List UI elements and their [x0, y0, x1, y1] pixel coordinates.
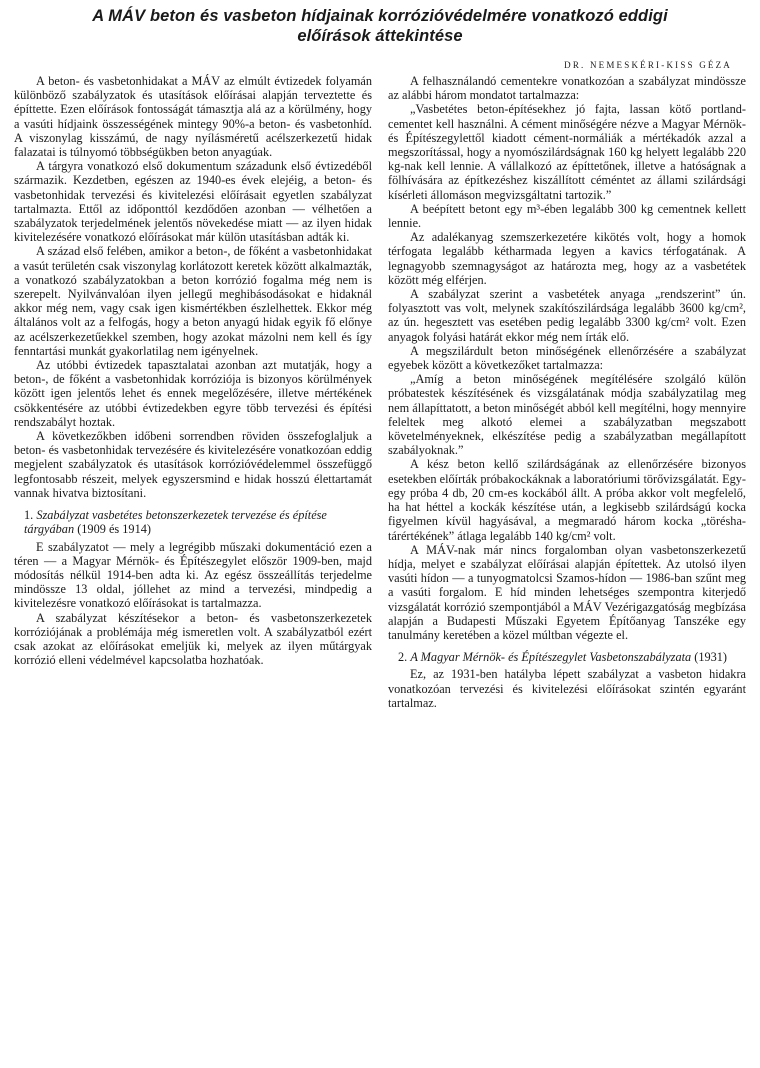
- section-heading-2: [388, 650, 746, 664]
- author-byline: DR. NEMESKÉRI-KISS GÉZA: [564, 60, 732, 70]
- paragraph: A MÁV-nak már nincs forgalomban olyan vasbetonszerkezetű hídja, melyet e szabályzat előírásai alapján építettek. Az utolsó ilyen vasúti hídon — a tunyogmatolcsi Szamos-hídon — 1986-ban szűnt meg a vasúti forgalom. E híd minden lehetséges szempontra kiterjedő vizsgálatát korrózió szempontjából a MÁV Vezérigazgatóság megbízása alapján a Budapesti Műszaki Egyetem Építőanyag Tanszéke egy tanulmány keretében a közel múltban végezte el.: [388, 542, 746, 642]
- left-column: [6, 74, 372, 710]
- right-column: [388, 74, 754, 710]
- paragraph: A beton- és vasbetonhidakat a MÁV az elmúlt évtizedek folyamán különböző szabályzatok és utasítások előírásai alapján terveztette és építtette. Ezen előírások fontosságát támasztja alá az a körülmény, hogy a vasúti hídjaink összességének mintegy 90%-a beton- és vasbetonhíd. A viszonylag kisszámú, de nagy nyílásméretű acélszerkezetű hidak falazatai is túlnyomó többségükben beton anyagúak.: [14, 74, 372, 160]
- text-columns: [6, 74, 754, 710]
- paragraph: A szabályzat szerint a vasbetétek anyaga „rendszerint” ún. folyasztott vas volt, melynek szakítószilárdsága legalább 3600 kg/cm², az ún. hegesztett vas esetében pedig legalább 3300 kg/cm² volt. Ezen anyagok folyási határát ekkor még nem írták elő.: [388, 287, 746, 344]
- paragraph: A megszilárdult beton minőségének ellenőrzésére a szabályzat egyebek között a következőket tartalmazza:: [388, 343, 746, 373]
- section-heading-1: [14, 508, 372, 536]
- section-years: (1909 és 1914): [77, 522, 151, 537]
- paragraph: A tárgyra vonatkozó első dokumentum századunk első évtizedéből származik. Kezdetben, egészen az 1940-es évek elejéig, a beton- és vasbetonhidak tervezési és kivitelezési előírásait egyetlen szabályzat tartalmazta. Ettől az időponttól kezdődően azonban — vélhetően a szabályzatok terjedelmének jelentős növekedése miatt — az ilyen hidak kivitelezésére vonatkozó előírásokat már külön utasításban adták ki.: [14, 159, 372, 245]
- section-years: (1931): [694, 650, 728, 665]
- paragraph: A beépített betont egy m³-ében legalább 300 kg cementnek kellett lennie.: [388, 201, 746, 231]
- paragraph: Ez, az 1931-ben hatályba lépett szabályzat a vasbeton hidakra vonatkozóan tervezési és kivitelezési előírásokat szintén egyaránt tartalmaz.: [388, 667, 746, 710]
- section-number: 1.: [24, 508, 34, 523]
- quote-paragraph: „Amíg a beton minőségének megítélésére szolgáló külön próbatestek készítésének és vizsgálatának módja szabályzatilag meg nem állapíttatott, a beton minőségét abból kell megítélni, hogy mennyire feleltek meg alkotó elemei a szabályzatban megszabott követelményeknek, elkészítése pedig a szabályzatban megállapított szabályoknak.”: [388, 372, 746, 458]
- section-title: Szabályzat vasbetétes betonszerkezetek tervezése és építése tárgyában: [24, 508, 327, 537]
- title-line-1: A MÁV beton és vasbeton hídjainak korrózióvédelmére vonatkozó eddigi: [92, 7, 668, 25]
- paragraph: A következőkben időbeni sorrendben röviden összefoglaljuk a beton- és vasbetonhidak tervezésére és kivitelezésére vonatkozóan eddig megjelent szabályzatok és utasítások korrózióvédelemmel összefüggő legfontosabb részeit, melyek egyszersmind e hidak hosszú élettartamát vannak hivatva biztosítani.: [14, 429, 372, 500]
- paragraph: A felhasználandó cementekre vonatkozóan a szabályzat mindössze az alábbi három mondatot tartalmazza:: [388, 74, 746, 103]
- paragraph: A kész beton kellő szilárdságának az ellenőrzésére bizonyos esetekben előírták próbakockáknak a laboratóriumi törővizsgálatát. Egy-egy próba 4 db, 20 cm-es kockából állt. A próba akkor volt megfelelő, ha hat héttel a kockák készítése után, a legkisebb szilárdságú kocka figyelmen kívül hagyásával, a megmaradó három kocka „törésha-tárértékének” átlaga legalább 140 kg/cm² volt.: [388, 457, 746, 543]
- paragraph: Az utóbbi évtizedek tapasztalatai azonban azt mutatják, hogy a beton-, de főként a vasbetonhidak korróziója is bizonyos körülmények között igen jelentős lehet és ennek megelőzésére, illetve mértékének csökkentésére az utóbbi évtizedekben egyre több tervezési és építési rendszabályt hoztak.: [14, 358, 372, 429]
- article-title: [6, 6, 754, 46]
- paragraph: A század első felében, amikor a beton-, de főként a vasbetonhidakat a vasút területén csak viszonylag korlátozott keretek között alkalmazták, a vonatkozó szabályzatokban a beton korrózió fogalma még nem is szerepelt. Nyilvánvalóan ilyen jellegű meghibásodásokat e hidaknál akkor még nem, vagy csak igen kismértékben észlelhettek. Ekkor még általános volt az a felfogás, hogy a beton anyagú hidak egyik fő előnye az acélszerkezetűekkel szemben, hogy azokat mázolni nem kell és így fenntartási munkát gyakorlatilag nem igényelnek.: [14, 244, 372, 358]
- section-number: 2.: [398, 650, 408, 665]
- section-title: A Magyar Mérnök- és Építészegylet Vasbetonszabályzata: [410, 650, 692, 665]
- paragraph: Az adalékanyag szemszerkezetére kikötés volt, hogy a homok térfogata legalább kétharmada legyen a kavics térfogatának. A legnagyobb szemnagyságot az határozta meg, hogy az a vasbetétek között még elférjen.: [388, 230, 746, 287]
- title-line-2: előírások áttekintése: [297, 27, 463, 45]
- quote-paragraph: „Vasbetétes beton-építésekhez jó fajta, lassan kötő portland-cementet kell használni. A cément minőségére nézve a Magyar Mérnök- és Építészegylettől kiadott cément-normáliák a mértékadók azzal a megszorítással, hogy a nyomószilárdságnak 160 kg helyett legalább 220 kg-nak kell lennie. A vállalkozó az építtetőnek, illetve a hatóságnak a fölhívására az építkezéshez kiszállított céméntet az állami szilárdsági kísérleti állomáson megvizsgáltatni tartozik.”: [388, 102, 746, 202]
- paragraph: E szabályzatot — mely a legrégibb műszaki dokumentáció ezen a téren — a Magyar Mérnök- és Építészegylet először 1909-ben, majd módosítás nélkül 1914-ben adta ki. Az egész összeállítás terjedelme mindössze 13 oldal, jóllehet az mind a tervezési, mindpedig a kivitelezésre vonatkozó előírásokat is tartalmazza.: [14, 539, 372, 611]
- paragraph: A szabályzat készítésekor a beton- és vasbetonszerkezetek korróziójának a problémája még ismeretlen volt. A szabályzatból ezért csak azokat az előírásokat emeljük ki, melyek az ilyen műtárgyak korrózió elleni védelmével kapcsolatba hozhatóak.: [14, 610, 372, 668]
